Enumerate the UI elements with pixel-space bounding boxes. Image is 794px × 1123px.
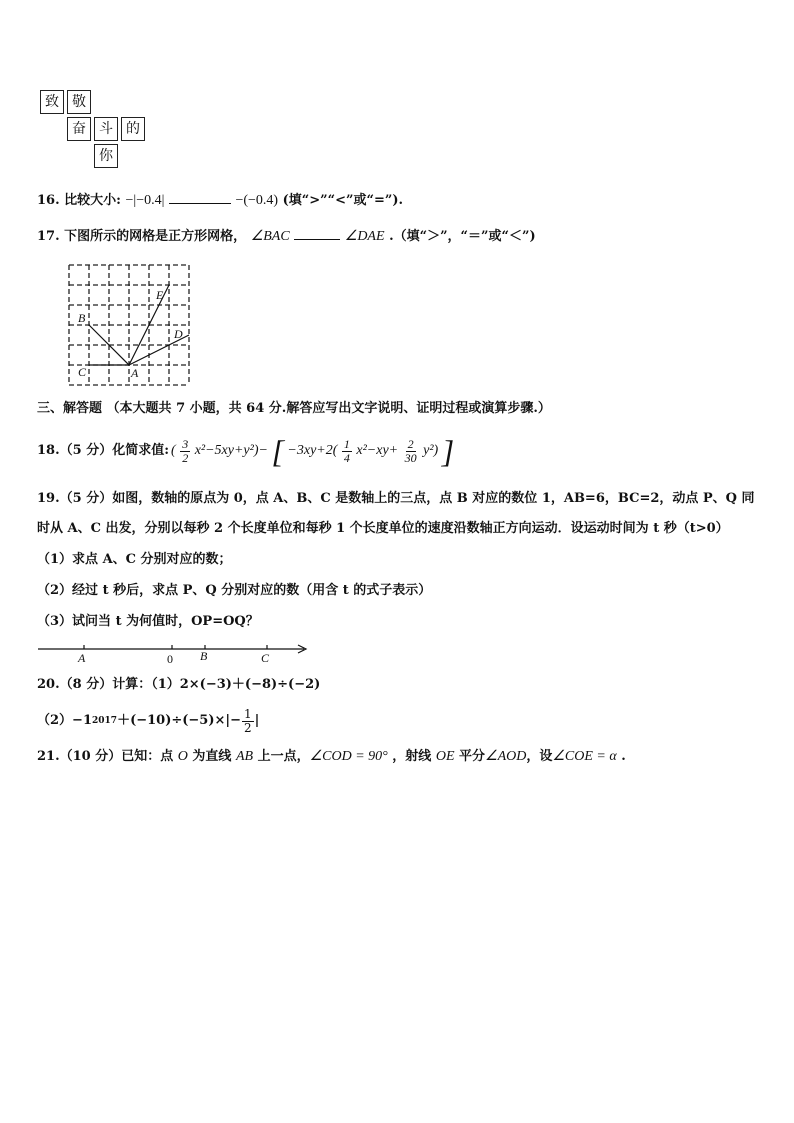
angle-aod: ∠AOD <box>485 749 527 764</box>
expr-part: | <box>254 713 260 728</box>
section-heading <box>37 400 551 418</box>
grid-cell: 斗 <box>94 117 118 141</box>
question-number: 20. <box>37 677 60 692</box>
question-20-part2 <box>37 704 259 738</box>
question-text: 下图所示的网格是正方形网格， <box>64 229 247 244</box>
dashed-grid <box>69 265 189 385</box>
answer-blank[interactable] <box>169 203 231 204</box>
question-score: （5 分） <box>59 491 113 506</box>
expr-part: ＋(−10)÷(−5)×|− <box>117 713 241 728</box>
ray-oe: OE <box>435 749 455 764</box>
grid-cell: 致 <box>40 90 64 114</box>
fraction-denominator: 4 <box>343 450 350 465</box>
question-text: 化简求值: <box>112 443 170 458</box>
angle-cod: ∠COD = 90° <box>309 749 388 764</box>
question-suffix: (填“>”“<”或“=”). <box>282 193 403 208</box>
expr-part: −1 <box>72 713 92 728</box>
question-score: （10 分） <box>59 749 122 764</box>
point-o: O <box>177 749 188 764</box>
angle-dae: ∠DAE <box>344 229 385 244</box>
question-text: . <box>616 749 626 764</box>
expr-part: ( <box>171 443 176 459</box>
question-21 <box>37 748 626 766</box>
axis-label-a: A <box>78 651 86 665</box>
question-text: ，射线 <box>387 749 436 764</box>
grid-cell: 奋 <box>67 117 91 141</box>
question-20 <box>37 676 320 694</box>
fraction <box>342 438 352 465</box>
line-ab: AB <box>235 749 254 764</box>
question-19-sub1: （1）求点 A、C 分别对应的数； <box>37 552 232 567</box>
fraction <box>180 438 190 465</box>
exponent: 2017 <box>92 716 118 726</box>
expr-part: −3xy+2( <box>287 443 338 459</box>
question-text: 计算：（1）2×(−3)＋(−8)÷(−2) <box>112 677 321 692</box>
grid-cell: 的 <box>121 117 145 141</box>
question-text: ，设 <box>526 749 553 764</box>
label-b: B <box>78 311 86 325</box>
number-line <box>36 640 316 666</box>
label-a: A <box>131 366 139 380</box>
fraction-denominator: 30 <box>404 450 417 465</box>
question-19-sub2: （2）经过 t 秒后，求点 P、Q 分别对应的数（用含 t 的式子表示） <box>37 583 432 598</box>
question-text: 已知：点 <box>121 749 178 764</box>
label-e: E <box>156 288 164 302</box>
fraction <box>403 438 419 465</box>
expr-part: x²−5xy+y²)− <box>194 443 268 459</box>
section-title: 三、解答题 <box>37 401 103 416</box>
right-bracket: ] <box>441 433 455 469</box>
question-17 <box>37 228 536 246</box>
right-expression: −(−0.4) <box>235 193 279 208</box>
question-number: 21. <box>37 749 60 764</box>
grid-cell: 你 <box>94 144 118 168</box>
fraction <box>242 708 254 735</box>
question-number: 17. <box>37 229 60 244</box>
left-expression: −|−0.4| <box>125 193 165 208</box>
question-text: 为直线 <box>187 749 236 764</box>
question-text: 上一点， <box>253 749 310 764</box>
question-text: 如图，数轴的原点为 0，点 A、B、C 是数轴上的三点，点 B 对应的数位 1，AB=6，BC=2，动点 P、Q 同 <box>112 491 755 506</box>
fraction-denominator: 2 <box>182 450 189 465</box>
axis-label-b: B <box>200 649 208 663</box>
axis-label-0: 0 <box>167 652 173 666</box>
label-c: C <box>78 365 87 379</box>
expr-part: y²) <box>423 443 439 459</box>
axis-label-c: C <box>261 651 270 665</box>
question-prefix: 比较大小: <box>64 193 121 208</box>
angle-coe: ∠COE = α <box>552 749 617 764</box>
question-number: 19. <box>37 491 60 506</box>
section-note: （本大题共 7 小题，共 64 分.解答应写出文字说明、证明过程或演算步骤.） <box>106 401 551 416</box>
question-19-sub3: （3）试问当 t 为何值时，OP=OQ？ <box>37 614 259 629</box>
grid-cell: 敬 <box>67 90 91 114</box>
fraction-numerator: 3 <box>182 436 189 451</box>
expr-part: x²−xy+ <box>356 443 399 459</box>
question-score: （5 分） <box>59 443 113 458</box>
grid-angle-figure <box>62 258 198 390</box>
expression <box>171 435 454 467</box>
question-18 <box>37 434 454 468</box>
fraction-numerator: 2 <box>407 436 414 451</box>
fraction-denominator: 2 <box>244 720 252 735</box>
part-label: （2） <box>37 713 73 728</box>
question-score: （8 分） <box>59 677 113 692</box>
question-19-line1 <box>37 490 755 508</box>
fraction-numerator: 1 <box>244 706 252 721</box>
question-16 <box>37 192 403 210</box>
answer-blank[interactable] <box>294 239 340 240</box>
question-19-line2: 时从 A、C 出发，分别以每秒 2 个长度单位和每秒 1 个长度单位的速度沿数轴正方向运动．设运动时间为 t 秒（t>0） <box>37 521 729 536</box>
fraction-numerator: 1 <box>343 436 350 451</box>
question-number: 16. <box>37 193 60 208</box>
question-text: .（填“＞”，“＝”或“＜”) <box>389 229 536 244</box>
label-d: D <box>174 327 183 341</box>
question-number: 18. <box>37 443 60 458</box>
left-bracket: [ <box>271 433 284 469</box>
angle-bac: ∠BAC <box>250 229 290 244</box>
question-text: 平分 <box>454 749 486 764</box>
